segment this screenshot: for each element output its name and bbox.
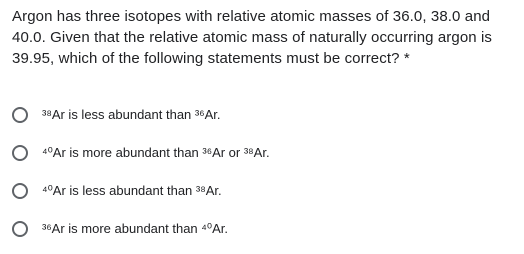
option-label: ⁴⁰Ar is less abundant than ³⁸Ar. [42,183,222,198]
option-1[interactable] [12,96,512,134]
option-4[interactable] [12,210,512,248]
option-label: ⁴⁰Ar is more abundant than ³⁶Ar or ³⁸Ar. [42,145,270,160]
radio-button-option-2[interactable] [12,145,28,161]
radio-button-option-4[interactable] [12,221,28,237]
option-3[interactable] [12,172,512,210]
option-label: ³⁶Ar is more abundant than ⁴⁰Ar. [42,221,228,236]
radio-button-option-3[interactable] [12,183,28,199]
option-label: ³⁸Ar is less abundant than ³⁶Ar. [42,107,221,122]
question-text: Argon has three isotopes with relative atomic masses of 36.0, 38.0 and 40.0. Given that the relative atomic mass of naturally occurring argon is 39.95, which of the following statements must be correct? * [12,8,493,67]
answer-options [12,96,512,248]
option-2[interactable] [12,134,512,172]
radio-button-option-1[interactable] [12,107,28,123]
